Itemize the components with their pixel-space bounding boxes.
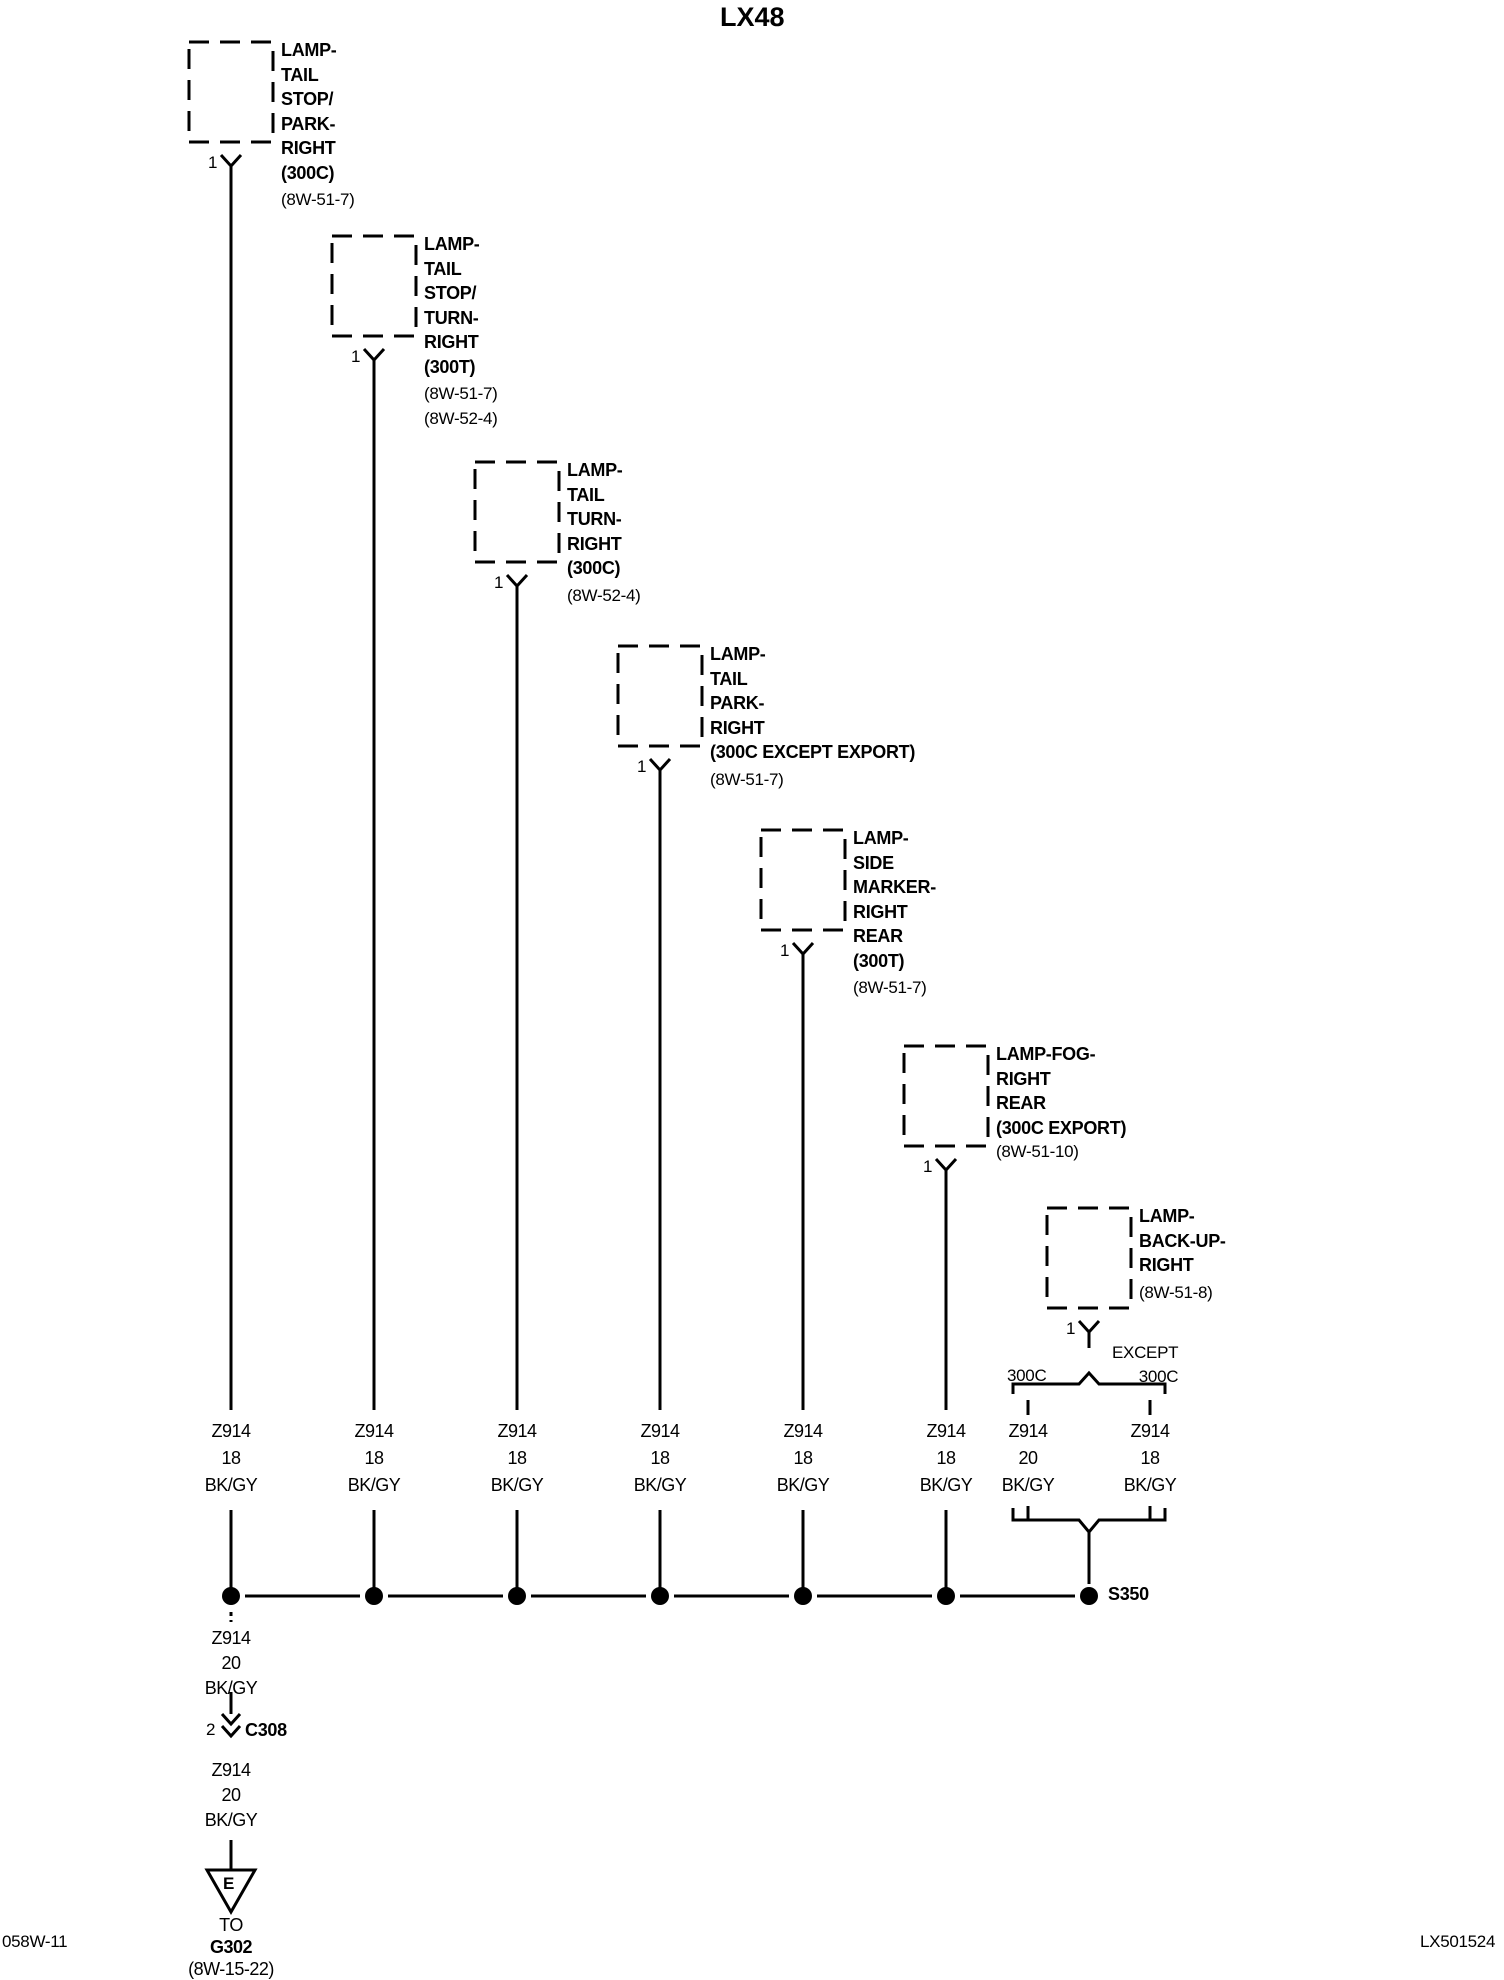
component-box-6 [904, 1046, 988, 1146]
splice-dot-4 [651, 1587, 669, 1605]
footer-left-code: 058W-11 [2, 1932, 68, 1951]
pin-number-6: 1 [923, 1157, 933, 1176]
splice-dot-2 [365, 1587, 383, 1605]
component-box-1 [189, 42, 273, 142]
ground-letter: E [223, 1874, 235, 1893]
component-ref: (8W-51-7) [853, 978, 927, 997]
diagram-title: LX48 [720, 2, 785, 32]
splice-label: S350 [1108, 1584, 1149, 1604]
wire-label-5: Z914 18 BK/GY [776, 1421, 830, 1495]
component-ref: (8W-51-7) [281, 190, 355, 209]
component-label-6: LAMP-FOG- RIGHT REAR (300C EXPORT) (8W-51-10) [996, 1042, 1126, 1165]
option-bracket-bottom [1013, 1508, 1165, 1532]
option-wire-label-right: Z914 18 BK/GY [1123, 1421, 1177, 1495]
option-label-left: 300C [1007, 1366, 1047, 1385]
component-label-1: LAMP- TAIL STOP/ PARK- RIGHT (300C) (8W-51-7) [281, 38, 355, 213]
connector-symbol-7 [1079, 1321, 1099, 1348]
splice-dot-5 [794, 1587, 812, 1605]
pin-number-1: 1 [208, 153, 218, 172]
component-box-4 [618, 646, 702, 746]
wire-label-4: Z914 18 BK/GY [633, 1421, 687, 1495]
splice-dot-6 [937, 1587, 955, 1605]
splice-dot-1 [222, 1587, 240, 1605]
pin-number-3: 1 [494, 573, 504, 592]
wire-label-6: Z914 18 BK/GY [919, 1421, 973, 1495]
component-box-3 [475, 462, 559, 562]
pin-number-5: 1 [780, 941, 790, 960]
component-ref: (8W-51-7) [710, 769, 784, 789]
component-ref: (8W-52-4) [567, 585, 641, 605]
pin-number-2: 1 [351, 347, 361, 366]
ground-label: TO G302 (8W-15-22) [188, 1915, 274, 1979]
pin-number-4: 1 [637, 757, 647, 776]
component-box-7 [1047, 1208, 1131, 1308]
component-label-5: LAMP- SIDE MARKER- RIGHT REAR (300T) (8W-51-7) [853, 826, 936, 1001]
footer-right-code: LX501524 [1420, 1932, 1496, 1951]
splice-dot-s350 [1080, 1587, 1098, 1605]
component-ref: (8W-51-7) [424, 384, 498, 403]
component-ref: (8W-52-4) [424, 408, 498, 428]
component-label-3: LAMP- TAIL TURN- RIGHT (300C) (8W-52-4) [567, 458, 641, 608]
wire-label-3: Z914 18 BK/GY [490, 1421, 544, 1495]
component-box-2 [332, 236, 416, 336]
component-box-5 [761, 830, 845, 930]
connector-c308-symbol [222, 1714, 240, 1736]
component-label-4: LAMP- TAIL PARK- RIGHT (300C EXCEPT EXPORT) (8W-51-7) [710, 642, 915, 792]
component-ref: (8W-51-8) [1139, 1282, 1213, 1302]
lower-wire-label-2: Z914 20 BK/GY [204, 1760, 258, 1830]
option-label-right: EXCEPT 300C [1112, 1343, 1179, 1386]
wire-label-2: Z914 18 BK/GY [347, 1421, 401, 1495]
splice-dot-3 [508, 1587, 526, 1605]
component-label-7: LAMP- BACK-UP- RIGHT (8W-51-8) [1139, 1204, 1226, 1305]
pin-number-7: 1 [1066, 1319, 1076, 1338]
connector-pin: 2 [206, 1720, 216, 1739]
option-wire-label-left: Z914 20 BK/GY [1001, 1421, 1055, 1495]
component-label-2: LAMP- TAIL STOP/ TURN- RIGHT (300T) (8W-51-7) (8W-52-4) [424, 232, 498, 431]
connector-name: C308 [245, 1720, 287, 1740]
lower-wire-label-1: Z914 20 BK/GY [204, 1628, 258, 1698]
component-ref: (8W-51-10) [996, 1142, 1079, 1161]
wire-label-1: Z914 18 BK/GY [204, 1421, 258, 1495]
